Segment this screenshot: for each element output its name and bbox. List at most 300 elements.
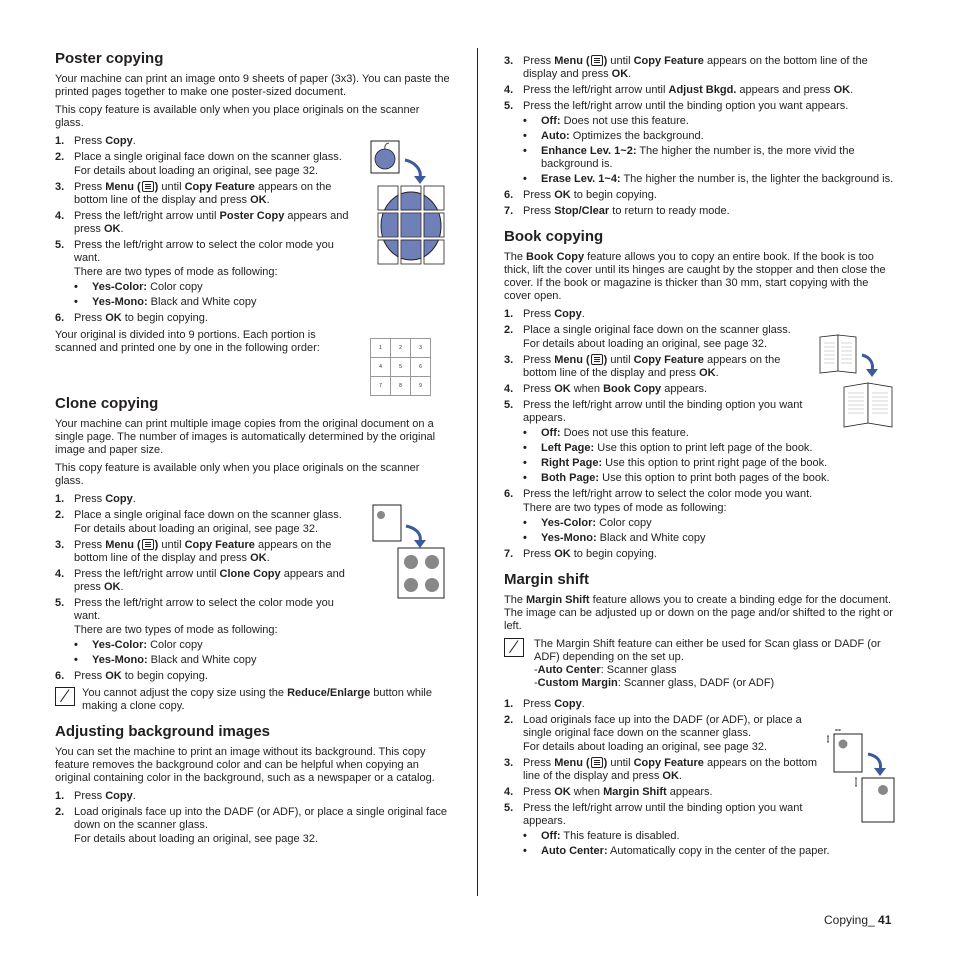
bullet-key: Yes-Mono: bbox=[541, 532, 597, 544]
step-key: Adjust Bkgd. bbox=[668, 84, 737, 96]
book-step-6 bbox=[504, 488, 896, 545]
clone-copying-title: Clone copying bbox=[55, 395, 159, 412]
book-step-7 bbox=[504, 548, 896, 561]
step-key: Clone Copy bbox=[219, 568, 281, 580]
bullet-key: Auto Center: bbox=[541, 845, 608, 857]
bg-step-5 bbox=[504, 100, 896, 186]
step-key: Copy bbox=[554, 698, 582, 710]
step-text: to return to ready mode. bbox=[609, 205, 730, 217]
step-number: 3. bbox=[55, 181, 65, 193]
book-step-1 bbox=[504, 308, 896, 321]
step-number: 7. bbox=[504, 205, 514, 217]
bullet-text: Color copy bbox=[596, 517, 652, 529]
bullet-text: Use this option to print both pages of the book. bbox=[599, 472, 830, 484]
bg-steps-continued bbox=[504, 55, 896, 218]
step-key: Copy Feature bbox=[633, 354, 704, 366]
poster-step-4 bbox=[55, 210, 356, 236]
bullet-item bbox=[523, 845, 901, 858]
intro-text: feature allows you to create a binding edge for the document. The image can be adjusted up or down on the page and/or shifted to the right or left. bbox=[504, 594, 893, 632]
step-number: 1. bbox=[55, 493, 65, 505]
bullet-item bbox=[523, 517, 896, 530]
step-key: Menu ( bbox=[105, 539, 141, 551]
intro-text: The bbox=[504, 251, 527, 263]
step-text: Press bbox=[523, 205, 555, 217]
grid-cell: 6 bbox=[411, 358, 431, 377]
step-key: OK bbox=[105, 312, 122, 324]
poster-outro: Your original is divided into 9 portions. Each portion is scanned and printed one by one in the following order: bbox=[55, 329, 320, 354]
bullet-dot: • bbox=[523, 442, 527, 454]
bullet-text: Use this option to print right page of the book. bbox=[602, 457, 828, 469]
step-subtext: There are two types of mode as following: bbox=[74, 266, 278, 278]
step-text: . bbox=[715, 367, 719, 379]
step-text: when bbox=[570, 383, 604, 395]
step-key: Copy Feature bbox=[633, 757, 704, 769]
step-text: . bbox=[581, 308, 585, 320]
step-text: . bbox=[266, 552, 270, 564]
step-text: Press bbox=[523, 354, 555, 366]
step-text: appears. bbox=[666, 786, 713, 798]
margin-intro bbox=[504, 594, 896, 633]
bullet-text: Black and White copy bbox=[596, 532, 706, 544]
bullet-text: Color copy bbox=[147, 639, 203, 651]
step-number: 6. bbox=[504, 488, 514, 500]
bg-step-4 bbox=[504, 84, 896, 97]
note-line bbox=[534, 677, 896, 690]
note-text: The Margin Shift feature can either be used for Scan glass or DADF (or ADF) depending on the set up. bbox=[534, 638, 881, 663]
margin-step-1 bbox=[504, 698, 896, 711]
bullet-item bbox=[523, 427, 813, 440]
bullet-dot: • bbox=[523, 532, 527, 544]
bullet-dot: • bbox=[523, 145, 527, 157]
poster-intro-2: This copy feature is available only when you place originals on the scanner glass. bbox=[55, 104, 420, 129]
step-number: 2. bbox=[504, 324, 514, 336]
step-number: 3. bbox=[55, 539, 65, 551]
step-key: ) bbox=[154, 181, 159, 193]
intro-text: feature allows you to copy an entire book. If the book is too thick, lift the cover until its hinges are caught by the stopper and then close the cover. If the book or magazine is thicker than 30 mm, start copying with the cover open. bbox=[504, 251, 886, 302]
clone-note bbox=[55, 687, 450, 713]
bullet-key: Off: bbox=[541, 427, 561, 439]
book-step-2 bbox=[504, 324, 813, 351]
menu-icon bbox=[591, 354, 603, 365]
step-text: to begin copying. bbox=[570, 189, 657, 201]
step-number: 3. bbox=[504, 757, 514, 769]
step-key: Copy Feature bbox=[633, 55, 704, 67]
step-number: 1. bbox=[504, 308, 514, 320]
step-text: Press bbox=[74, 670, 106, 682]
clone-intro-1: Your machine can print multiple image copies from the original document on a single page. The number of images is automatically determined by the original image and paper size. bbox=[55, 418, 436, 456]
step-key: OK bbox=[250, 552, 267, 564]
clone-illustration bbox=[372, 504, 447, 600]
footer-label: Copying_ bbox=[824, 913, 875, 927]
bullet-dot: • bbox=[523, 427, 527, 439]
bullet-key: Yes-Mono: bbox=[92, 296, 148, 308]
step-text: when bbox=[570, 786, 604, 798]
grid-cell: 8 bbox=[391, 377, 411, 396]
grid-cell: 7 bbox=[371, 377, 391, 396]
clone-intro-2: This copy feature is available only when you place originals on the scanner glass. bbox=[55, 462, 420, 487]
step-key: Margin Shift bbox=[603, 786, 667, 798]
step-subtext: For details about loading an original, see page 32. bbox=[523, 741, 768, 753]
step-key: Menu ( bbox=[554, 757, 590, 769]
bg-step-7 bbox=[504, 205, 896, 218]
step-key: Stop/Clear bbox=[554, 205, 610, 217]
step-number: 5. bbox=[504, 100, 514, 112]
step-key: ) bbox=[603, 354, 608, 366]
bullet-text: Optimizes the background. bbox=[569, 130, 704, 142]
step-text: Press the left/right arrow to select the color mode you want. bbox=[523, 488, 813, 500]
poster-order-grid bbox=[370, 338, 431, 396]
step-key: ) bbox=[603, 55, 608, 67]
step-text: Press bbox=[523, 308, 555, 320]
grid-cell: 2 bbox=[391, 339, 411, 358]
step-subtext: There are two types of mode as following: bbox=[74, 624, 278, 636]
bullet-key: Yes-Mono: bbox=[92, 654, 148, 666]
step-text: appears on the bottom line of the display and press bbox=[523, 55, 868, 80]
menu-icon bbox=[142, 539, 154, 550]
bullet-item bbox=[523, 457, 901, 470]
step-text: Press the left/right arrow until the binding option you want appears. bbox=[523, 399, 803, 424]
step-text: Press bbox=[74, 539, 106, 551]
step-number: 3. bbox=[504, 55, 514, 67]
step-text: Press bbox=[74, 181, 106, 193]
menu-icon bbox=[142, 181, 154, 192]
step-subtext: For details about loading an original, see page 32. bbox=[74, 165, 319, 177]
step-text: to begin copying. bbox=[121, 670, 208, 682]
step-number: 4. bbox=[504, 84, 514, 96]
step-text: . bbox=[120, 581, 124, 593]
step-text: appears on the bottom line of the display and press bbox=[74, 181, 332, 206]
margin-step-2 bbox=[504, 714, 821, 754]
bullet-dot: • bbox=[74, 654, 78, 666]
bullet-text: Black and White copy bbox=[147, 296, 257, 308]
bullet-item bbox=[74, 639, 356, 652]
step-text: Press bbox=[523, 786, 555, 798]
step-text: Press the left/right arrow until the binding option you want appears. bbox=[523, 802, 803, 827]
margin-step-5 bbox=[504, 802, 830, 858]
page-number: 41 bbox=[874, 913, 892, 927]
step-key: OK bbox=[662, 770, 679, 782]
poster-step-5 bbox=[55, 239, 356, 309]
note-text: - bbox=[534, 677, 538, 689]
bullet-item bbox=[523, 145, 896, 171]
step-text: to begin copying. bbox=[121, 312, 208, 324]
poster-step-6 bbox=[55, 312, 450, 325]
step-number: 5. bbox=[55, 597, 65, 609]
step-number: 6. bbox=[55, 670, 65, 682]
note-key: Reduce/Enlarge bbox=[287, 687, 371, 699]
step-text: . bbox=[132, 135, 136, 147]
step-key: OK bbox=[554, 383, 571, 395]
step-number: 2. bbox=[55, 806, 65, 818]
book-copying-title: Book copying bbox=[504, 228, 604, 245]
step-key: Menu ( bbox=[554, 55, 590, 67]
adjust-background-continued bbox=[504, 55, 896, 218]
bullet-item bbox=[74, 281, 356, 294]
note-line bbox=[534, 664, 896, 677]
step-text: Press the left/right arrow until bbox=[74, 210, 220, 222]
order-grid-table bbox=[370, 338, 431, 396]
page-footer bbox=[824, 914, 891, 927]
step-text: Press bbox=[74, 135, 106, 147]
step-number: 5. bbox=[504, 399, 514, 411]
bullet-dot: • bbox=[523, 517, 527, 529]
step-key: ) bbox=[603, 757, 608, 769]
bullet-text: Automatically copy in the center of the paper. bbox=[607, 845, 830, 857]
bullet-key: Auto: bbox=[541, 130, 570, 142]
step-text: Press the left/right arrow until the binding option you want appears. bbox=[523, 100, 849, 112]
poster-step-3 bbox=[55, 181, 356, 207]
bullet-text: The higher the number is, the more vivid the background is. bbox=[541, 145, 855, 170]
bullet-key: Yes-Color: bbox=[541, 517, 597, 529]
book-step-3 bbox=[504, 354, 813, 380]
clone-step-5 bbox=[55, 597, 356, 667]
step-key: Menu ( bbox=[105, 181, 141, 193]
bullet-item bbox=[74, 296, 356, 309]
grid-cell: 5 bbox=[391, 358, 411, 377]
note-icon bbox=[504, 638, 524, 657]
column-divider bbox=[477, 48, 478, 896]
bullet-key: Off: bbox=[541, 830, 561, 842]
bullet-item bbox=[523, 173, 896, 186]
bullet-text: Does not use this feature. bbox=[560, 115, 689, 127]
margin-note bbox=[504, 638, 896, 690]
step-text: . bbox=[120, 223, 124, 235]
bullet-dot: • bbox=[523, 845, 527, 857]
bg-step-6 bbox=[504, 189, 896, 202]
grid-cell: 4 bbox=[371, 358, 391, 377]
step-number: 6. bbox=[504, 189, 514, 201]
bullet-dot: • bbox=[523, 115, 527, 127]
step-key: OK bbox=[699, 367, 716, 379]
adjust-background-intro: You can set the machine to print an image without its background. This copy feature removes the background color and can be helpful when copying an original containing color in the background, such as a newspaper or a catalog. bbox=[55, 746, 435, 784]
menu-icon bbox=[591, 757, 603, 768]
step-number: 1. bbox=[504, 698, 514, 710]
intro-key: Margin Shift bbox=[526, 594, 590, 606]
step-key: OK bbox=[611, 68, 629, 80]
step-subtext: For details about loading an original, see page 32. bbox=[74, 833, 319, 845]
step-key: Poster Copy bbox=[219, 210, 285, 222]
step-text: until bbox=[158, 181, 185, 193]
step-text: Press bbox=[523, 383, 555, 395]
step-text: . bbox=[266, 194, 270, 206]
step-number: 1. bbox=[55, 135, 65, 147]
step-number: 4. bbox=[55, 568, 65, 580]
step-key: OK bbox=[554, 786, 571, 798]
step-text: Place a single original face down on the scanner glass. bbox=[523, 324, 791, 336]
step-text: Press bbox=[523, 55, 555, 67]
bullet-text: The higher the number is, the lighter the background is. bbox=[620, 173, 894, 185]
step-text: appears on the bottom line of the display and press bbox=[523, 757, 818, 782]
bullet-item bbox=[523, 532, 896, 545]
step-text: Press the left/right arrow to select the color mode you want. bbox=[74, 239, 334, 264]
step-text: . bbox=[132, 790, 136, 802]
bullet-key: Both Page: bbox=[541, 472, 600, 484]
step-key: Copy Feature bbox=[184, 181, 255, 193]
step-text: appears on the bottom line of the display and press bbox=[74, 539, 332, 564]
bullet-item bbox=[523, 830, 821, 843]
step-text: Load originals face up into the DADF (or ADF), or place a single original face down on the scanner glass. bbox=[523, 714, 802, 739]
step-text: appears and press bbox=[74, 568, 345, 593]
margin-shift-illustration bbox=[826, 728, 898, 824]
adjust-background-steps bbox=[55, 790, 450, 846]
step-key: ) bbox=[154, 539, 159, 551]
poster-step-2 bbox=[55, 151, 356, 178]
step-text: Press bbox=[74, 493, 106, 505]
step-number: 4. bbox=[504, 786, 514, 798]
step-number: 2. bbox=[504, 714, 514, 726]
poster-intro-1: Your machine can print an image onto 9 sheets of paper (3x3). You can paste the printed pages together to make one poster-sized document. bbox=[55, 73, 450, 98]
step-number: 2. bbox=[55, 151, 65, 163]
bullet-dot: • bbox=[74, 281, 78, 293]
step-text: Press bbox=[523, 698, 555, 710]
step-subtext: For details about loading an original, see page 32. bbox=[74, 523, 319, 535]
step-text: appears. bbox=[661, 383, 708, 395]
step-subtext: For details about loading an original, see page 32. bbox=[523, 338, 768, 350]
step-text: Press bbox=[523, 189, 555, 201]
step-text: Press the left/right arrow until bbox=[74, 568, 220, 580]
bullet-item bbox=[523, 115, 896, 128]
step-key: Copy Feature bbox=[184, 539, 255, 551]
bullet-text: Black and White copy bbox=[147, 654, 257, 666]
bullet-key: Left Page: bbox=[541, 442, 595, 454]
step-text: appears on the bottom line of the display and press bbox=[523, 354, 781, 379]
poster-copying-title: Poster copying bbox=[55, 50, 164, 67]
step-text: Press the left/right arrow until bbox=[523, 84, 669, 96]
step-text: until bbox=[158, 539, 185, 551]
note-text: : Scanner glass bbox=[600, 664, 677, 676]
margin-step-3 bbox=[504, 757, 821, 783]
bullet-text: Does not use this feature. bbox=[560, 427, 689, 439]
step-number: 4. bbox=[504, 383, 514, 395]
note-key: Auto Center bbox=[537, 664, 601, 676]
note-key: Custom Margin bbox=[537, 677, 618, 689]
bullet-item bbox=[523, 130, 896, 143]
step-key: OK bbox=[250, 194, 267, 206]
adjust-background-section bbox=[55, 723, 450, 846]
bullet-item bbox=[74, 654, 356, 667]
margin-shift-title: Margin shift bbox=[504, 571, 589, 588]
book-intro bbox=[504, 251, 896, 303]
step-text: Press bbox=[523, 757, 555, 769]
step-subtext: There are two types of mode as following: bbox=[523, 502, 727, 514]
bullet-key: Yes-Color: bbox=[92, 281, 148, 293]
adjust-background-title: Adjusting background images bbox=[55, 723, 271, 740]
step-text: Press bbox=[523, 548, 555, 560]
step-text: until bbox=[607, 757, 634, 769]
step-key: OK bbox=[103, 223, 121, 235]
note-text: - bbox=[534, 664, 538, 676]
step-text: appears and press bbox=[736, 84, 834, 96]
step-number: 4. bbox=[55, 210, 65, 222]
step-text: Press the left/right arrow to select the color mode you want. bbox=[74, 597, 334, 622]
step-text: Press bbox=[74, 312, 106, 324]
grid-cell: 1 bbox=[371, 339, 391, 358]
step-text: until bbox=[607, 354, 634, 366]
bullet-key: Enhance Lev. 1~2: bbox=[541, 145, 637, 157]
step-key: OK bbox=[554, 548, 571, 560]
step-number: 2. bbox=[55, 509, 65, 521]
step-key: Copy bbox=[105, 135, 133, 147]
step-text: Load originals face up into the DADF (or ADF), or place a single original face down on the scanner glass. bbox=[74, 806, 447, 831]
step-key: Copy bbox=[105, 790, 133, 802]
intro-text: The bbox=[504, 594, 527, 606]
bullet-dot: • bbox=[74, 639, 78, 651]
step-key: OK bbox=[554, 189, 571, 201]
clone-step-3 bbox=[55, 539, 356, 565]
step-key: Copy bbox=[105, 493, 133, 505]
bullet-item bbox=[523, 472, 901, 485]
bullet-dot: • bbox=[523, 130, 527, 142]
clone-step-6 bbox=[55, 670, 450, 683]
bullet-dot: • bbox=[523, 830, 527, 842]
step-text: appears and press bbox=[74, 210, 349, 235]
step-key: Copy bbox=[554, 308, 582, 320]
bullet-text: This feature is disabled. bbox=[560, 830, 680, 842]
bg-step-1 bbox=[55, 790, 450, 803]
poster-illustration bbox=[370, 140, 450, 265]
step-key: Menu ( bbox=[554, 354, 590, 366]
step-key: OK bbox=[105, 670, 122, 682]
grid-cell: 3 bbox=[411, 339, 431, 358]
step-text: . bbox=[678, 770, 682, 782]
step-text: until bbox=[607, 55, 634, 67]
bullet-dot: • bbox=[523, 457, 527, 469]
note-text: : Scanner glass, DADF (or ADF) bbox=[617, 677, 775, 689]
bullet-dot: • bbox=[523, 472, 527, 484]
bullet-text: Color copy bbox=[147, 281, 203, 293]
step-text: Place a single original face down on the scanner glass. bbox=[74, 509, 342, 521]
bullet-key: Erase Lev. 1~4: bbox=[541, 173, 621, 185]
bg-step-2 bbox=[55, 806, 450, 846]
clone-step-4 bbox=[55, 568, 356, 594]
book-step-5 bbox=[504, 399, 830, 485]
step-text: to begin copying. bbox=[570, 548, 657, 560]
step-number: 6. bbox=[55, 312, 65, 324]
step-key: OK bbox=[833, 84, 851, 96]
book-illustration bbox=[816, 333, 896, 429]
menu-icon bbox=[591, 55, 603, 66]
step-text: . bbox=[850, 84, 854, 96]
bullet-dot: • bbox=[523, 173, 527, 185]
open-book-icon bbox=[820, 335, 856, 373]
clone-step-2 bbox=[55, 509, 356, 536]
step-text: . bbox=[628, 68, 632, 80]
bullet-item bbox=[523, 442, 901, 455]
step-key: OK bbox=[103, 581, 121, 593]
bullet-key: Yes-Color: bbox=[92, 639, 148, 651]
intro-key: Book Copy bbox=[526, 251, 585, 263]
bullet-key: Off: bbox=[541, 115, 561, 127]
step-number: 7. bbox=[504, 548, 514, 560]
step-number: 1. bbox=[55, 790, 65, 802]
bullet-key: Right Page: bbox=[541, 457, 603, 469]
step-text: Place a single original face down on the scanner glass. bbox=[74, 151, 342, 163]
bullet-text: Use this option to print left page of the book. bbox=[594, 442, 813, 454]
step-text: . bbox=[581, 698, 585, 710]
note-icon bbox=[55, 687, 75, 706]
step-key: Book Copy bbox=[603, 383, 662, 395]
note-text: You cannot adjust the copy size using the bbox=[82, 687, 288, 699]
grid-cell: 9 bbox=[411, 377, 431, 396]
bullet-dot: • bbox=[74, 296, 78, 308]
note-text: button while making a clone copy. bbox=[82, 687, 432, 712]
bg-step-3 bbox=[504, 55, 896, 81]
step-number: 5. bbox=[504, 802, 514, 814]
step-number: 5. bbox=[55, 239, 65, 251]
step-number: 3. bbox=[504, 354, 514, 366]
step-text: . bbox=[132, 493, 136, 505]
step-text: Press bbox=[74, 790, 106, 802]
